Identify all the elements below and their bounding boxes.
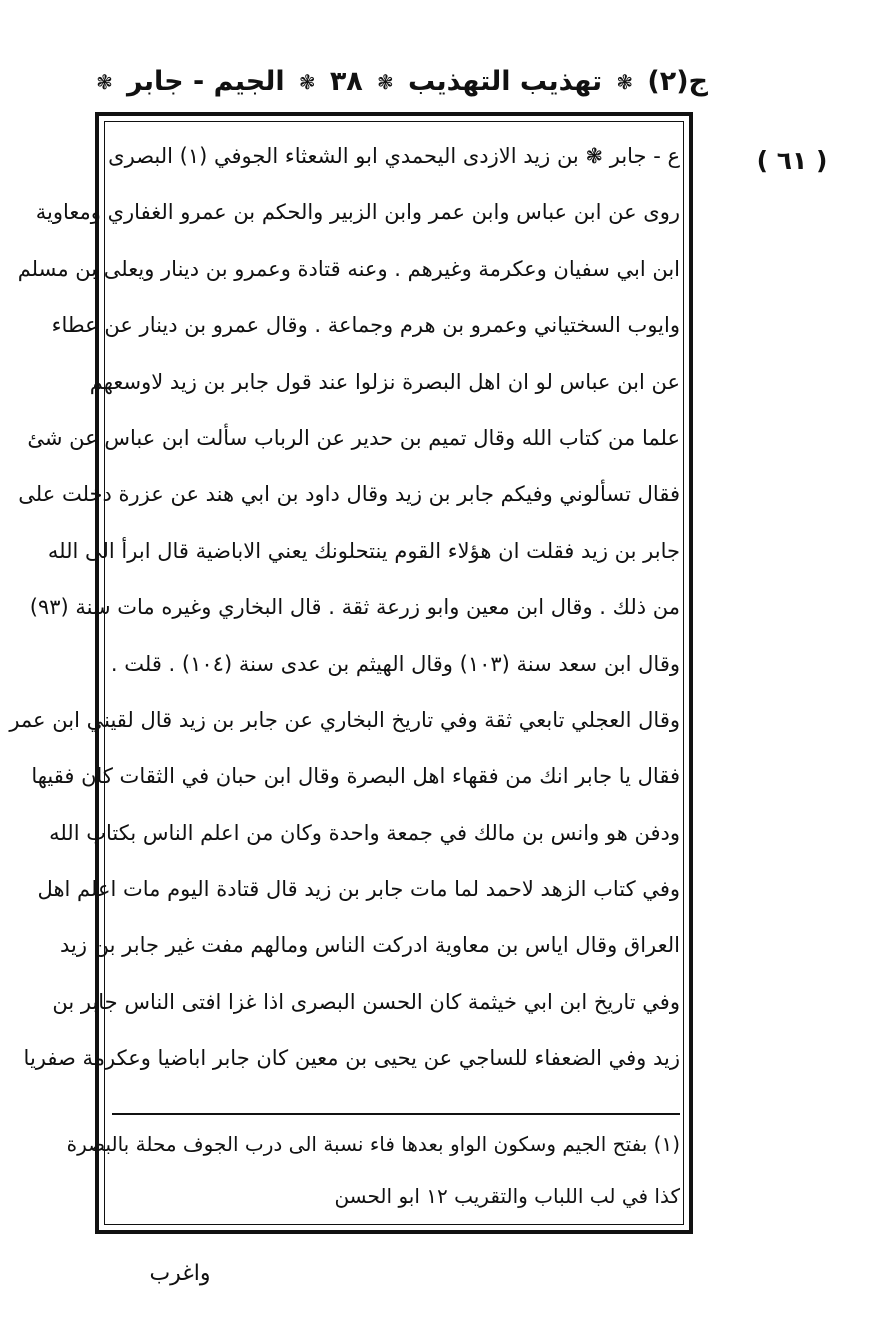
catchword: واغرب (149, 1261, 211, 1286)
footnotes (66, 1118, 680, 1222)
section-title: الجيم - جابر (127, 66, 285, 97)
text-line: وقال ابن سعد سنة (١٠٣) وقال الهيثم بن عدى سنة (١٠٤) . قلت . (110, 651, 680, 676)
text-line: ابن ابي سفيان وعكرمة وغيرهم . وعنه قتادة وعمرو بن دينار ويعلى بن مسلم (17, 256, 680, 281)
text-line: ع - جابر ❃ بن زيد الازدى اليحمدي ابو الشعثاء الجوفي (١) البصرى (108, 144, 680, 168)
text-line: ودفن هو وانس بن مالك في جمعة واحدة وكان من اعلم الناس بكتاب الله (49, 820, 680, 845)
volume-label: ج(٢) (647, 66, 708, 97)
text-line: من ذلك . وقال ابن معين وابو زرعة ثقة . قال البخاري وغيره مات سنة (٩٣) (29, 595, 680, 620)
text-line: روى عن ابن عباس وابن عمر وابن الزبير والحكم بن عمرو الغفاري ومعاوية (35, 200, 680, 225)
text-line: زيد وفي الضعفاء للساجي عن يحيى بن معين كان جابر اباضيا وعكرمة صفريا (23, 1046, 680, 1071)
footnote-line: (١) بفتح الجيم وسكون الواو بعدها فاء نسبة الى درب الجوف محلة بالبصرة (66, 1132, 680, 1156)
text-line: جابر بن زيد فقلت ان هؤلاء القوم ينتحلونك يعني الاباضية قال ابرأ الى الله (47, 538, 680, 563)
footnote-divider (112, 1113, 680, 1115)
text-line: فقال يا جابر انك من فقهاء اهل البصرة وقال ابن حبان في الثقات كان فقيها (31, 764, 680, 789)
ornament-icon: ❃ (96, 70, 113, 94)
main-text (9, 128, 680, 1087)
text-line: عن ابن عباس لو ان اهل البصرة نزلوا عند قول جابر بن زيد لاوسعهم (89, 369, 680, 394)
page-number: ٣٨ (329, 66, 363, 97)
text-line: علما من كتاب الله وقال تميم بن حدير عن الرباب سألت ابن عباس عن شئ (27, 425, 680, 450)
entry-number: ( ٦١ ) (756, 146, 828, 175)
ornament-icon: ❃ (616, 70, 634, 94)
text-line: العراق وقال اياس بن معاوية ادركت الناس ومالهم مفت غير جابر بن زيد (59, 933, 680, 958)
text-line: وايوب السختياني وعمرو بن هرم وجماعة . وقال عمرو بن دينار عن عطاء (51, 313, 680, 338)
text-line: وفي كتاب الزهد لاحمد لما مات جابر بن زيد قال قتادة اليوم مات اعلم اهل (37, 877, 680, 902)
running-header (96, 58, 708, 106)
footnote-line: كذا في لب اللباب والتقريب ١٢ ابو الحسن (334, 1184, 680, 1208)
text-line: وفي تاريخ ابن ابي خيثمة كان الحسن البصرى اذا غزا افتى الناس جابر بن (52, 989, 680, 1014)
ornament-icon: ❃ (376, 70, 394, 94)
text-line: فقال تسألوني وفيكم جابر بن زيد وقال داود بن ابي هند عن عزرة دخلت على (18, 482, 680, 507)
book-title: تهذيب التهذيب (407, 66, 603, 97)
ornament-icon: ❃ (298, 70, 316, 94)
text-line: وقال العجلي تابعي ثقة وفي تاريخ البخاري عن جابر بن زيد قال لقيني ابن عمر (9, 707, 680, 732)
